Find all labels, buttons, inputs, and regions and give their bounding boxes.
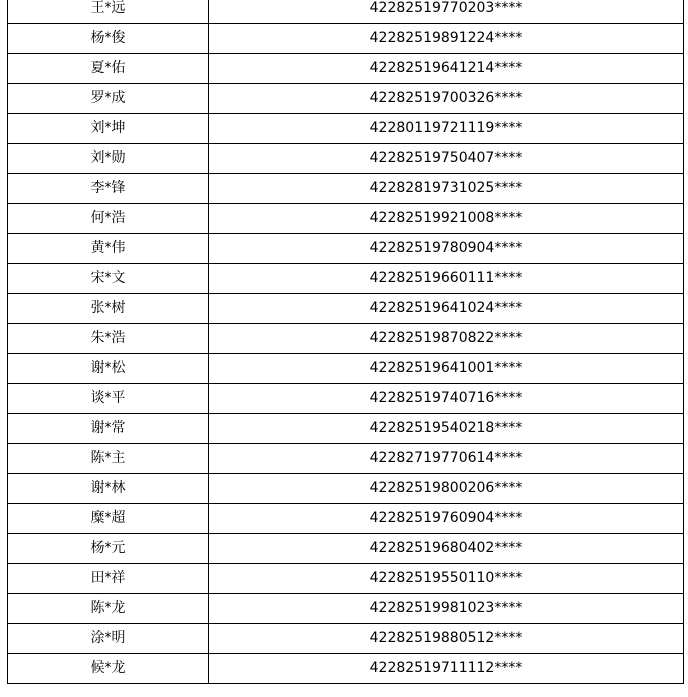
table-row (8, 24, 684, 54)
name-cell: 涂*明 (8, 624, 209, 654)
id-number-cell: 42282719770614**** (209, 444, 684, 474)
name-cell: 谢*常 (8, 414, 209, 444)
id-number-cell: 42282519641214**** (209, 54, 684, 84)
id-number-cell: 42282519740716**** (209, 384, 684, 414)
roster-table-body (8, 0, 684, 684)
table-row (8, 444, 684, 474)
name-cell: 刘*勋 (8, 144, 209, 174)
table-row (8, 294, 684, 324)
id-number-cell: 42282519880512**** (209, 624, 684, 654)
id-number-cell: 42282519921008**** (209, 204, 684, 234)
name-cell: 陈*主 (8, 444, 209, 474)
id-number-cell: 42282519711112**** (209, 654, 684, 684)
table-row (8, 114, 684, 144)
table-row (8, 534, 684, 564)
name-cell: 黄*伟 (8, 234, 209, 264)
name-cell: 谈*平 (8, 384, 209, 414)
name-cell: 张*树 (8, 294, 209, 324)
table-row (8, 414, 684, 444)
name-cell: 谢*松 (8, 354, 209, 384)
id-number-cell: 42282519680402**** (209, 534, 684, 564)
table-row (8, 204, 684, 234)
id-number-cell: 42282519660111**** (209, 264, 684, 294)
id-number-cell: 42282519891224**** (209, 24, 684, 54)
name-cell: 李*锋 (8, 174, 209, 204)
table-row (8, 564, 684, 594)
name-cell: 候*龙 (8, 654, 209, 684)
table-row (8, 144, 684, 174)
name-cell: 罗*成 (8, 84, 209, 114)
name-cell: 谢*林 (8, 474, 209, 504)
name-cell: 夏*佑 (8, 54, 209, 84)
table-row (8, 0, 684, 24)
name-cell: 糜*超 (8, 504, 209, 534)
id-number-cell: 42282519981023**** (209, 594, 684, 624)
table-row (8, 174, 684, 204)
table-row (8, 54, 684, 84)
table-row (8, 384, 684, 414)
id-number-cell: 42282819731025**** (209, 174, 684, 204)
id-number-cell: 42282519770203**** (209, 0, 684, 24)
id-number-cell: 42282519750407**** (209, 144, 684, 174)
table-row (8, 504, 684, 534)
table-row (8, 234, 684, 264)
name-cell: 何*浩 (8, 204, 209, 234)
id-number-cell: 42282519800206**** (209, 474, 684, 504)
table-row (8, 84, 684, 114)
id-number-cell: 42282519641001**** (209, 354, 684, 384)
name-cell: 杨*俊 (8, 24, 209, 54)
name-cell: 田*祥 (8, 564, 209, 594)
id-number-cell: 42282519700326**** (209, 84, 684, 114)
table-row (8, 324, 684, 354)
table-row (8, 624, 684, 654)
name-cell: 王*远 (8, 0, 209, 24)
table-row (8, 654, 684, 684)
id-number-cell: 42282519641024**** (209, 294, 684, 324)
id-number-cell: 42282519540218**** (209, 414, 684, 444)
name-cell: 杨*元 (8, 534, 209, 564)
name-cell: 朱*浩 (8, 324, 209, 354)
roster-table (7, 0, 684, 684)
id-number-cell: 42282519870822**** (209, 324, 684, 354)
name-cell: 刘*坤 (8, 114, 209, 144)
table-row (8, 264, 684, 294)
id-number-cell: 42280119721119**** (209, 114, 684, 144)
name-cell: 宋*文 (8, 264, 209, 294)
name-cell: 陈*龙 (8, 594, 209, 624)
id-number-cell: 42282519760904**** (209, 504, 684, 534)
id-number-cell: 42282519780904**** (209, 234, 684, 264)
table-row (8, 354, 684, 384)
table-row (8, 594, 684, 624)
id-number-cell: 42282519550110**** (209, 564, 684, 594)
table-row (8, 474, 684, 504)
